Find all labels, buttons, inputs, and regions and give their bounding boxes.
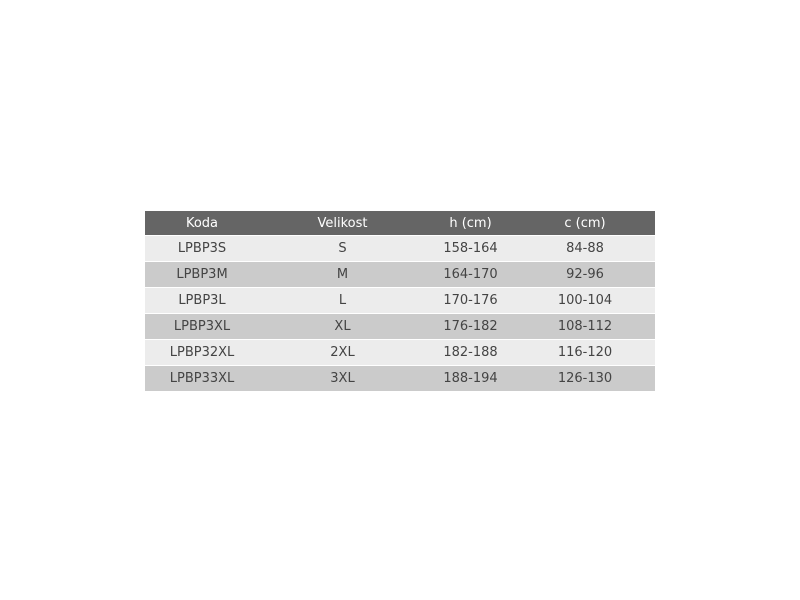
header-koda: Koda: [145, 211, 259, 236]
table-row: [145, 236, 655, 262]
cell-h-cm: 182-188: [426, 340, 515, 366]
cell-c-cm: 92-96: [515, 262, 655, 288]
header-h-cm: h (cm): [426, 211, 515, 236]
table-row: [145, 366, 655, 392]
header-velikost: Velikost: [259, 211, 426, 236]
cell-h-cm: 164-170: [426, 262, 515, 288]
header-c-cm: c (cm): [515, 211, 655, 236]
table-row: [145, 314, 655, 340]
size-table: [145, 211, 655, 391]
cell-velikost: L: [259, 288, 426, 314]
table-row: [145, 262, 655, 288]
cell-velikost: M: [259, 262, 426, 288]
cell-velikost: 2XL: [259, 340, 426, 366]
cell-c-cm: 100-104: [515, 288, 655, 314]
cell-c-cm: 84-88: [515, 236, 655, 262]
cell-velikost: XL: [259, 314, 426, 340]
table-body: [145, 236, 655, 392]
cell-koda: LPBP3L: [145, 288, 259, 314]
cell-koda: LPBP3S: [145, 236, 259, 262]
cell-velikost: S: [259, 236, 426, 262]
cell-velikost: 3XL: [259, 366, 426, 392]
cell-h-cm: 158-164: [426, 236, 515, 262]
cell-h-cm: 170-176: [426, 288, 515, 314]
cell-koda: LPBP33XL: [145, 366, 259, 392]
cell-c-cm: 116-120: [515, 340, 655, 366]
cell-h-cm: 176-182: [426, 314, 515, 340]
cell-h-cm: 188-194: [426, 366, 515, 392]
header-row: [145, 211, 655, 236]
cell-c-cm: 126-130: [515, 366, 655, 392]
table-row: [145, 340, 655, 366]
table-row: [145, 288, 655, 314]
cell-koda: LPBP32XL: [145, 340, 259, 366]
cell-c-cm: 108-112: [515, 314, 655, 340]
cell-koda: LPBP3XL: [145, 314, 259, 340]
cell-koda: LPBP3M: [145, 262, 259, 288]
table-header: [145, 211, 655, 236]
